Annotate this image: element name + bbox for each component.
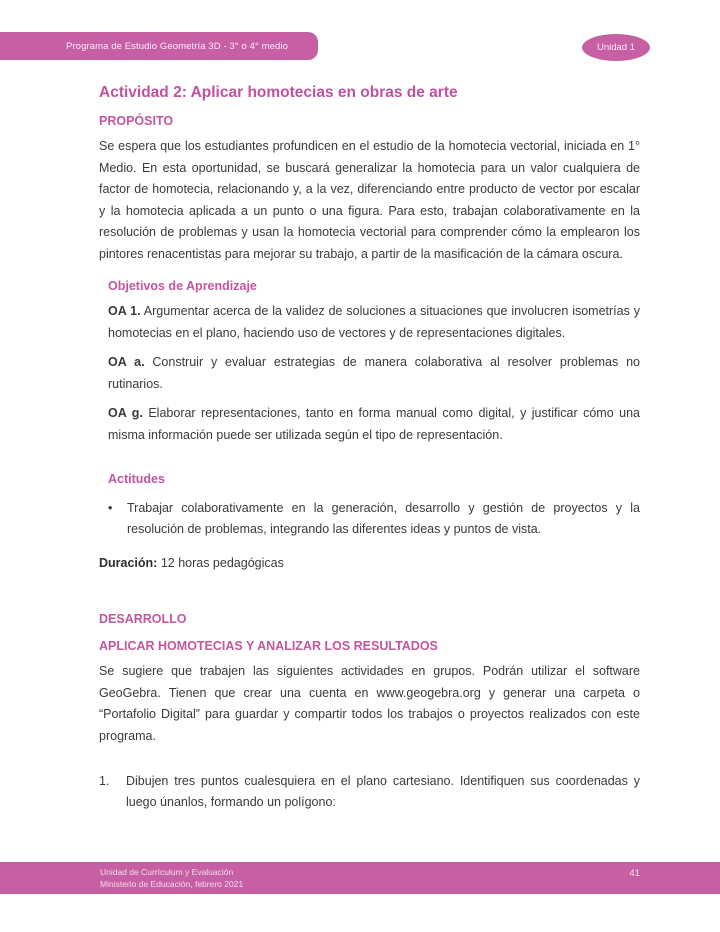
proposito-paragraph: Se espera que los estudiantes profundicen en el estudio de la homotecia vectorial, iniciada en 1° Medio. En esta oportunidad, se buscará generalizar la homotecia para un valor cualquiera de factor de homotecia, relacionando y, a la vez, diferenciando entre producto de vector por escalar y la homotecia aplicada a un punto o una figura. Para esto, trabajan colaborativamente en la resolución de problemas y usan la homotecia vectorial para comprender cómo la emplearon los pintores renacentistas para mejorar su trabajo, a partir de la masificación de la cámara oscura. xyxy=(99,139,640,261)
step-number: 1. xyxy=(99,774,110,788)
duracion-label: Duración: xyxy=(99,556,158,570)
oa-text: Argumentar acerca de la validez de soluciones a situaciones que involucren isometrías y homotecias en el plano, haciendo uso de vectores y de representaciones digitales. xyxy=(108,304,640,340)
activity-title: Actividad 2: Aplicar homotecias en obras de arte xyxy=(99,84,458,101)
step-text: Dibujen tres puntos cualesquiera en el plano cartesiano. Identifiquen sus coordenadas y luego únanlos, formando un polígono: xyxy=(126,774,640,809)
duracion-line xyxy=(99,556,640,570)
oa-label: OA a. xyxy=(108,355,145,369)
objetivos-section xyxy=(108,279,640,539)
objetivos-heading: Objetivos de Aprendizaje xyxy=(108,279,257,293)
duracion-value: 12 horas pedagógicas xyxy=(157,556,284,570)
aplicar-subheading: APLICAR HOMOTECIAS Y ANALIZAR LOS RESULTADOS xyxy=(99,639,438,653)
actitudes-heading: Actitudes xyxy=(108,472,165,486)
bullet-icon: • xyxy=(108,501,113,515)
desarrollo-intro-paragraph: Se sugiere que trabajen las siguientes actividades en grupos. Podrán utilizar el software GeoGebra. Tienen que crear una cuenta en www.geogebra.org y generar una carpeta o “Portafolio Digital” para guardar y compartir todos los trabajos o proyectos realizados con este programa. xyxy=(99,664,640,743)
oa-label: OA g. xyxy=(108,406,143,420)
desarrollo-heading: DESARROLLO xyxy=(99,612,187,626)
oa-label: OA 1. xyxy=(108,304,141,318)
oa-text: Elaborar representaciones, tanto en forma manual como digital, y justificar cómo una misma información puede ser utilizada según el tipo de representación. xyxy=(108,406,640,442)
actitudes-bullet-text: Trabajar colaborativamente en la generación, desarrollo y gestión de proyectos y la resolución de problemas, integrando las diferentes ideas y puntos de vista. xyxy=(127,501,640,536)
page-number: 41 xyxy=(629,868,640,879)
program-ribbon-label: Programa de Estudio Geometría 3D - 3° o 4° medio xyxy=(65,40,289,52)
oa-item xyxy=(108,352,640,395)
oa-item xyxy=(108,301,640,344)
footer-bar xyxy=(0,862,720,894)
proposito-heading: PROPÓSITO xyxy=(99,114,174,128)
oa-text: Construir y evaluar estrategias de manera colaborativa al resolver problemas no rutinarios. xyxy=(108,355,641,391)
oa-item xyxy=(108,403,640,446)
numbered-step xyxy=(99,771,640,812)
page-content xyxy=(99,0,640,812)
unit-badge-label: Unidad 1 xyxy=(596,42,636,53)
footer-line1: Unidad de Currículum y Evaluación xyxy=(100,867,234,877)
footer-credits xyxy=(100,866,243,890)
footer-line2: Ministerio de Educación, febrero 2021 xyxy=(100,879,244,889)
actitudes-bullet-item xyxy=(108,498,640,539)
